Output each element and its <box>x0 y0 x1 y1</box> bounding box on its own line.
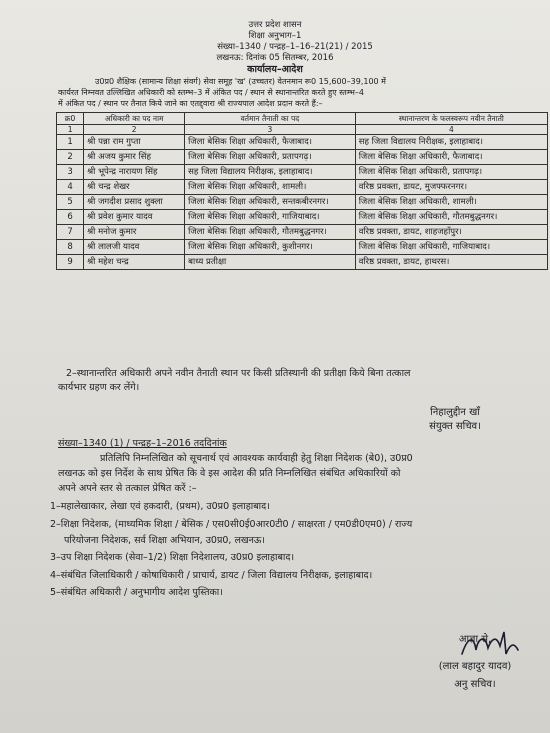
table-row <box>57 135 548 150</box>
row-serial: 7 <box>57 225 84 240</box>
row-current-posting: जिला बेसिक शिक्षा अधिकारी, शामली। <box>185 180 356 195</box>
row-current-posting: बाध्य प्रतीक्षा <box>185 255 356 270</box>
copy-item: 3–उप शिक्षा निदेशक (सेवा–1/2) शिक्षा निदेशालय, उ0प्र0 इलाहाबाद। <box>50 552 295 563</box>
intro-line-3: में अंकित पद / स्थान पर तैनात किये जाने का एतद्द्वारा श्री राज्यपाल आदेश प्रदान करते हैं:– <box>58 99 323 108</box>
place-date: लखनऊ: दिनांक 05 सितम्बर, 2016 <box>216 53 334 63</box>
row-serial: 3 <box>57 165 84 180</box>
note-2-line-1: 2–स्थानान्तरित अधिकारी अपने नवीन तैनाती स्थान पर किसी प्रतिस्थानी की प्रतीक्षा किये बिना तत्काल <box>66 368 411 379</box>
copy-item: परियोजना निदेशक, सर्व शिक्षा अभियान, उ0प्र0, लखनऊ। <box>64 535 265 546</box>
header-new-posting: स्थानान्तरण के फलस्वरूप नवीन तैनाती <box>355 113 547 125</box>
row-serial: 1 <box>57 135 84 150</box>
signatory-1-designation: संयुक्त सचिव। <box>429 421 481 432</box>
row-current-posting: जिला बेसिक शिक्षा अधिकारी, फैजाबाद। <box>185 135 356 150</box>
copy-item: 4–संबंधित जिलाधिकारी / कोषाधिकारी / प्राचार्य, डायट / जिला विद्यालय निरीक्षक, इलाहाबाद। <box>50 570 373 581</box>
row-officer-name: श्री अजय कुमार सिंह <box>84 150 185 165</box>
copy-item: 5–संबंधित अधिकारी / अनुभागीय आदेश पुस्तिका। <box>50 587 223 598</box>
by-order: आज्ञा से, <box>458 634 492 645</box>
row-serial: 9 <box>57 255 84 270</box>
signatory-2-designation: अनु सचिव। <box>454 679 496 690</box>
row-officer-name: श्री पन्ना राम गुप्ता <box>84 135 185 150</box>
row-officer-name: श्री चन्द्र शेखर <box>84 180 185 195</box>
table-row <box>57 210 548 225</box>
row-officer-name: श्री लालजी यादव <box>84 240 185 255</box>
table-row <box>57 240 548 255</box>
row-new-posting: जिला बेसिक शिक्षा अधिकारी, शामली। <box>355 195 547 210</box>
column-number: 2 <box>84 125 185 135</box>
note-2-line-2: कार्यभार ग्रहण कर लेंगे। <box>58 382 140 393</box>
row-new-posting: जिला बेसिक शिक्षा अधिकारी, गाजियाबाद। <box>355 240 547 255</box>
copy-line-1: प्रतिलिपि निम्नलिखित को सूचनार्थ एवं आवश्यक कार्यवाही हेतु शिक्षा निदेशक (बे0), उ0प्र0 <box>100 453 413 464</box>
row-serial: 4 <box>57 180 84 195</box>
header-officer: अधिकारी का पद नाम <box>84 113 185 125</box>
row-officer-name: श्री जगदीश प्रसाद शुक्ला <box>84 195 185 210</box>
row-serial: 8 <box>57 240 84 255</box>
table-row <box>57 165 548 180</box>
row-officer-name: श्री भूपेन्द्र नारायण सिंह <box>84 165 185 180</box>
transfer-table <box>56 112 548 270</box>
copy-item: 1–महालेखाकार, लेखा एवं हकदारी, (प्रथम), उ0प्र0 इलाहाबाद। <box>50 501 270 512</box>
column-number: 3 <box>185 125 356 135</box>
row-current-posting: जिला बेसिक शिक्षा अधिकारी, गौतमबुद्धनगर। <box>185 225 356 240</box>
column-number-row <box>57 125 548 135</box>
table-row <box>57 225 548 240</box>
signatory-2-name: (लाल बहादुर यादव) <box>438 661 512 672</box>
row-current-posting: जिला बेसिक शिक्षा अधिकारी, प्रतापगढ़। <box>185 150 356 165</box>
row-officer-name: श्री महेश चन्द्र <box>84 255 185 270</box>
table-row <box>57 180 548 195</box>
table-row <box>57 150 548 165</box>
column-number: 4 <box>355 125 547 135</box>
table-header-row <box>57 113 548 125</box>
govt-header: उत्तर प्रदेश शासन <box>248 20 302 30</box>
row-current-posting: जिला बेसिक शिक्षा अधिकारी, कुशीनगर। <box>185 240 356 255</box>
row-new-posting: सह जिला विद्यालय निरीक्षक, इलाहाबाद। <box>355 135 547 150</box>
row-serial: 2 <box>57 150 84 165</box>
order-number: संख्या–1340 / पन्द्रह–1–16–21(21) / 2015 <box>217 42 373 52</box>
handwritten-signature-icon <box>458 628 520 662</box>
row-serial: 6 <box>57 210 84 225</box>
header-current-posting: वर्तमान तैनाती का पद <box>185 113 356 125</box>
row-current-posting: जिला बेसिक शिक्षा अधिकारी, सन्तकबीरनगर। <box>185 195 356 210</box>
copy-item: 2–शिक्षा निदेशक, (माध्यमिक शिक्षा / बेसिक / एस0सी0ई0आर0टी0 / साक्षरता / एम0डी0एम0) / राज्य <box>50 519 413 530</box>
table-row <box>57 255 548 270</box>
header-serial: क्र0 <box>57 113 84 125</box>
row-current-posting: सह जिला विद्यालय निरीक्षक, इलाहाबाद। <box>185 165 356 180</box>
row-new-posting: जिला बेसिक शिक्षा अधिकारी, गौतमबुद्धनगर। <box>355 210 547 225</box>
row-current-posting: जिला बेसिक शिक्षा अधिकारी, गाजियाबाद। <box>185 210 356 225</box>
column-number: 1 <box>57 125 84 135</box>
copy-line-3: अपने अपने स्तर से तत्काल प्रेषित करें :– <box>58 483 197 494</box>
intro-line-1: उ0प्र0 शैक्षिक (सामान्य शिक्षा संवर्ग) सेवा समूह 'ख' (उच्चतर) वेतनमान रू0 15,600–39,100 में <box>95 77 386 86</box>
section-header: शिक्षा अनुभाग–1 <box>248 31 302 41</box>
row-officer-name: श्री मनोज कुमार <box>84 225 185 240</box>
row-new-posting: जिला बेसिक शिक्षा अधिकारी, फैजाबाद। <box>355 150 547 165</box>
row-new-posting: वरिष्ठ प्रवक्ता, डायट, मुजफ्फरनगर। <box>355 180 547 195</box>
copy-number: संख्या–1340 (1) / पन्द्रह–1–2016 तददिनांक <box>58 438 227 449</box>
row-officer-name: श्री प्रवेश कुमार यादव <box>84 210 185 225</box>
row-new-posting: वरिष्ठ प्रवक्ता, डायट, शाहजहाँपुर। <box>355 225 547 240</box>
row-serial: 5 <box>57 195 84 210</box>
intro-line-2: कार्यरत निम्नवत उल्लिखित अधिकारी को स्तम्भ–3 में अंकित पद / स्थान से स्थानान्तरित करते हुए स्तम्भ–4 <box>58 88 364 97</box>
copy-line-2: लखनऊ को इस निर्देश के साथ प्रेषित कि वे इस आदेश की प्रति निम्नलिखित संबंधित अधिकारियों को <box>58 468 401 479</box>
row-new-posting: जिला बेसिक शिक्षा अधिकारी, प्रतापगढ़। <box>355 165 547 180</box>
signatory-1-name: निहालुद्दीन खाँ <box>430 407 480 418</box>
row-new-posting: वरिष्ठ प्रवक्ता, डायट, हाथरस। <box>355 255 547 270</box>
table-row <box>57 195 548 210</box>
order-title: कार्यालय–आदेश <box>247 64 303 75</box>
